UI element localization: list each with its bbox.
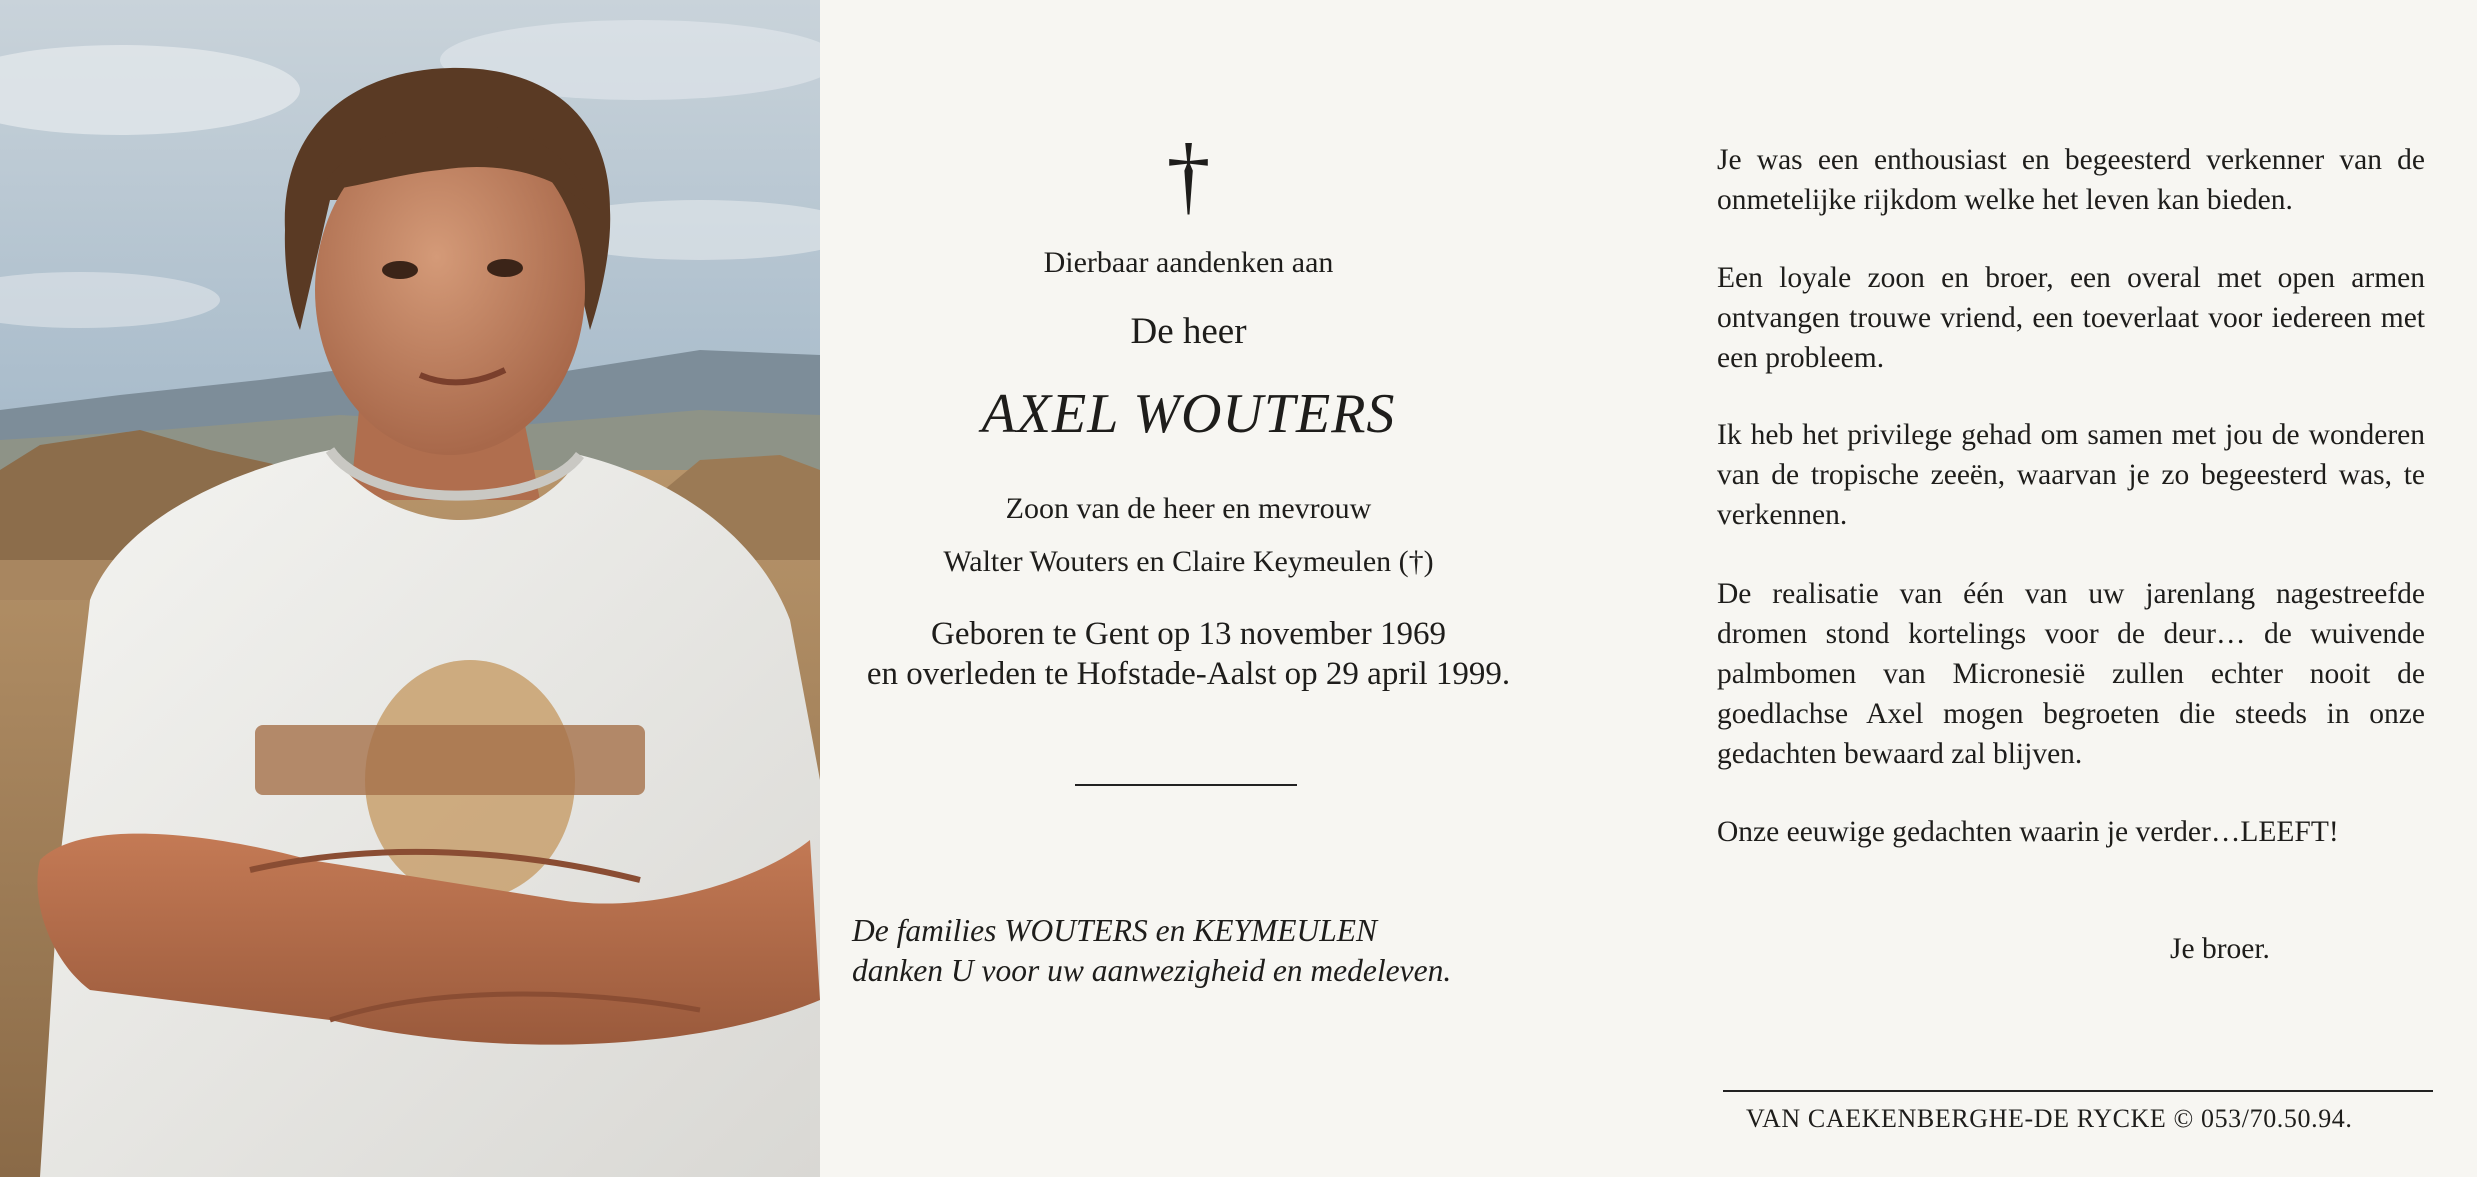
thanks-line-2: danken U voor uw aanwezigheid en medeleven. xyxy=(852,953,1452,988)
printer-credit: VAN CAEKENBERGHE-DE RYCKE © 053/70.50.94. xyxy=(1746,1104,2353,1133)
died-line: en overleden te Hofstade-Aalst op 29 april 1999. xyxy=(866,656,1511,692)
thanks-line-1: De families WOUTERS en KEYMEULEN xyxy=(852,913,1377,948)
intro-line: Dierbaar aandenken aan xyxy=(1043,246,1334,279)
son-of-line: Zoon van de heer en mevrouw xyxy=(1005,492,1372,525)
title-line: De heer xyxy=(1130,311,1247,352)
born-line: Geboren te Gent op 13 november 1969 xyxy=(930,616,1447,652)
paragraph-2: Een loyale zoon en broer, een overal met open armen ontvangen trouwe vriend, een toeverlaat voor iedereen met een probleem. xyxy=(1717,262,2425,374)
divider xyxy=(1075,784,1297,786)
memorial-card-center xyxy=(820,0,1557,1177)
paragraph-5: Onze eeuwige gedachten waarin je verder…LEEFT! xyxy=(1717,816,2339,848)
paragraph-1: Je was een enthousiast en begeesterd verkenner van de onmetelijke rijkdom welke het leven kan bieden. xyxy=(1717,144,2425,216)
tribute-text xyxy=(1700,0,2440,1177)
portrait-illustration xyxy=(0,0,820,1177)
deceased-name: AXEL WOUTERS xyxy=(981,383,1396,445)
footer-rule xyxy=(1723,1090,2433,1092)
cross-icon: † xyxy=(1166,127,1211,224)
portrait-photo xyxy=(0,0,820,1177)
paragraph-3: Ik heb het privilege gehad om samen met jou de wonderen van de tropische zeeën, waarvan je zo begeesterd was, te verkennen. xyxy=(1717,419,2425,531)
parents-line: Walter Wouters en Claire Keymeulen (†) xyxy=(943,545,1434,578)
signature-line: Je broer. xyxy=(2170,933,2270,965)
paragraph-4: De realisatie van één van uw jarenlang nagestreefde dromen stond kortelings voor de deur… de wuivende palmbomen van Micronesië zullen echter nooit de goedlachse Axel mogen begroeten die steeds in onze gedachten bewaard zal blijven. xyxy=(1717,578,2425,770)
